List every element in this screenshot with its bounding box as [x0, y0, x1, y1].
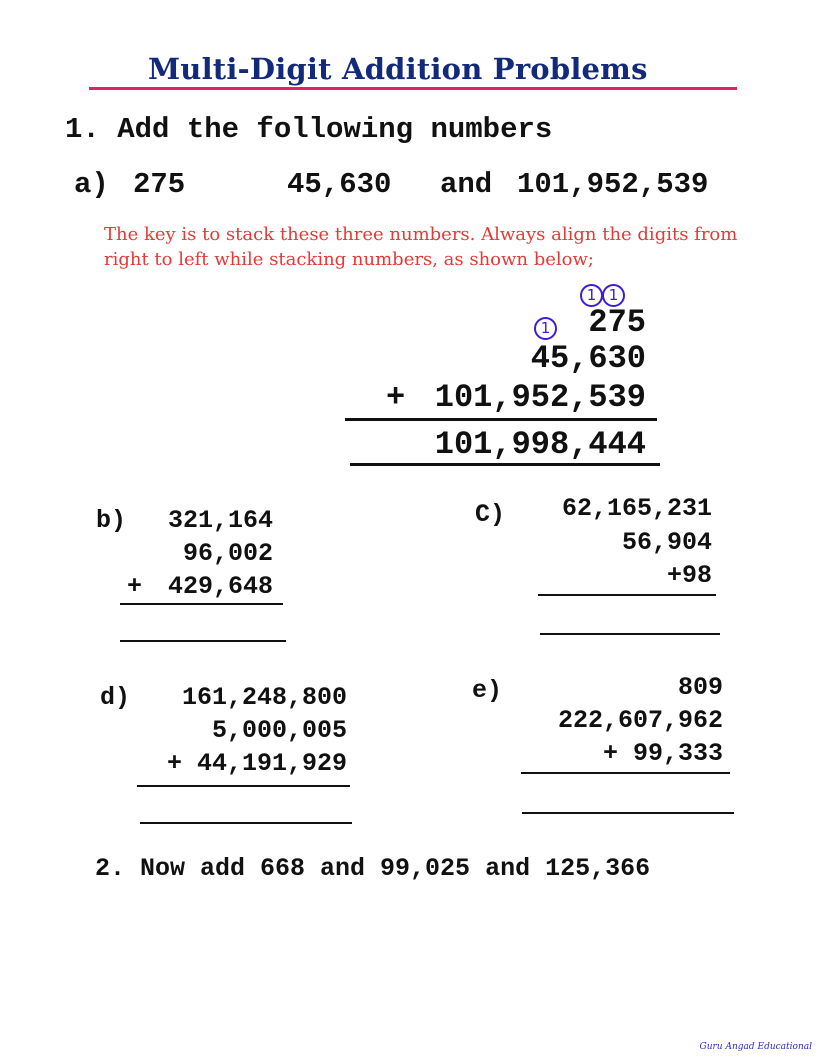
part-e-row-1: 809 — [677, 673, 723, 702]
part-e-row-2: 222,607,962 — [557, 706, 723, 735]
example-sum-line — [345, 418, 657, 421]
part-b-row-1: 321,164 — [167, 506, 273, 535]
instruction-hint: The key is to stack these three numbers. Always align the digits from right to left while stacking numbers, as shown below; — [104, 224, 738, 270]
part-d-row-1: 161,248,800 — [181, 683, 347, 712]
example-bottom-line — [350, 463, 660, 466]
carry-3-icon: 1 — [534, 317, 557, 340]
question-2-text: 2. Now add 668 and 99,025 and 125,366 — [95, 854, 651, 883]
part-c-row-3: +98 — [666, 561, 712, 590]
part-d-row-2: 5,000,005 — [211, 716, 347, 745]
part-c-answer-line — [540, 633, 720, 635]
example-answer: 101,998,444 — [434, 426, 646, 463]
title-underline — [89, 87, 737, 90]
part-b-row-3: 429,648 — [167, 572, 273, 601]
example-row-2: 45,630 — [530, 340, 646, 377]
part-a-and: and — [440, 168, 493, 201]
part-c-row-1: 62,165,231 — [561, 494, 712, 523]
part-c-sum-line — [538, 594, 716, 596]
part-b-plus-sign: + — [127, 572, 143, 601]
part-e-label: e) — [472, 676, 503, 705]
part-d-label: d) — [100, 683, 131, 712]
part-d-row-3: + 44,191,929 — [166, 749, 347, 778]
part-e-sum-line — [521, 772, 730, 774]
part-c-label: C) — [475, 500, 506, 529]
part-e-row-3: + 99,333 — [602, 739, 723, 768]
part-b-label: b) — [96, 506, 127, 535]
part-b-row-2: 96,002 — [182, 539, 273, 568]
part-a-number-2: 45,630 — [287, 168, 392, 201]
part-b-sum-line — [120, 603, 283, 605]
part-e-answer-line — [522, 812, 734, 814]
carry-2-icon: 1 — [602, 284, 625, 307]
part-a-label: a) — [74, 168, 109, 201]
part-c-row-2: 56,904 — [621, 528, 712, 557]
footer-credit: Guru Angad Educational — [699, 1042, 812, 1052]
carry-1-icon: 1 — [580, 284, 603, 307]
part-d-sum-line — [137, 785, 350, 787]
example-plus-sign: + — [386, 379, 406, 416]
part-a-number-1: 275 — [133, 168, 186, 201]
example-row-1: 275 — [588, 304, 646, 341]
page-title: Multi-Digit Addition Problems — [148, 52, 648, 86]
part-a-number-3: 101,952,539 — [517, 168, 709, 201]
part-b-answer-line — [120, 640, 286, 642]
question-1-heading: 1. Add the following numbers — [65, 113, 553, 146]
part-d-answer-line — [140, 822, 352, 824]
example-row-3: 101,952,539 — [434, 379, 646, 416]
